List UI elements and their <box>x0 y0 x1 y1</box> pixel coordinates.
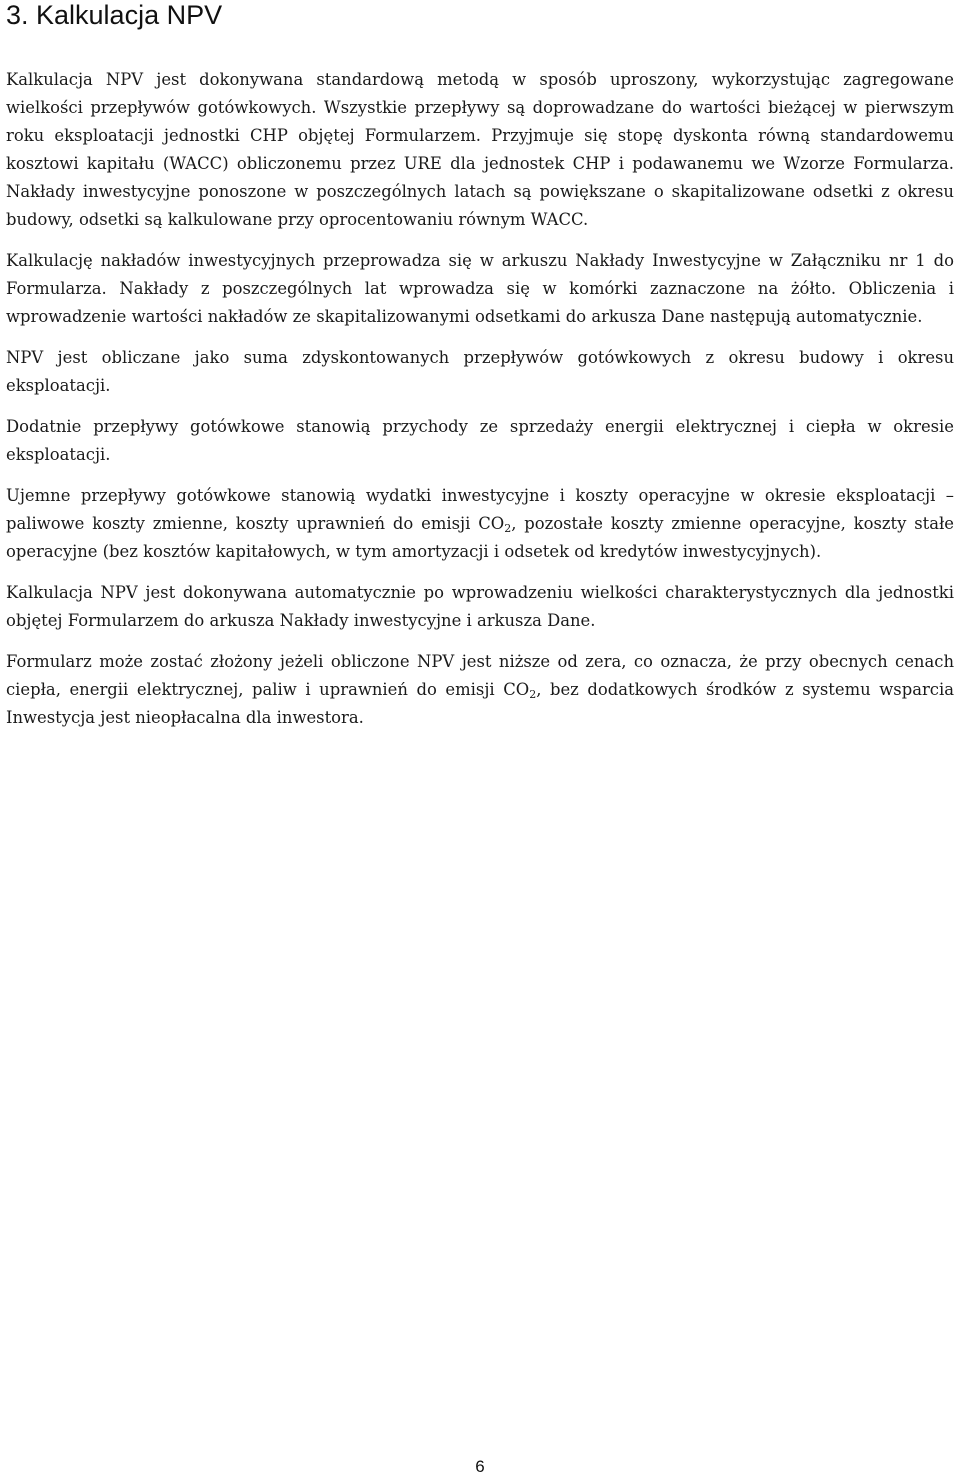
paragraph-negative-cashflows-part2: , pozostałe koszty zmienne operacyjne, koszty stałe operacyjne (bez kosztów kapitałowych, w tym amortyzacji i odsetek od kredytów inwestycyjnych). <box>6 514 954 561</box>
subscript-2: 2 <box>529 688 537 701</box>
paragraph-npv-definition: NPV jest obliczane jako suma zdyskontowanych przepływów gotówkowych z okresu budowy i okresu eksploatacji. <box>6 348 954 395</box>
section-heading: 3. Kalkulacja NPV <box>6 0 223 30</box>
paragraph-form-submission <box>6 648 954 732</box>
page-number: 6 <box>475 1457 485 1476</box>
paragraph-automatic-calculation: Kalkulacja NPV jest dokonywana automatycznie po wprowadzeniu wielkości charakterystycznych dla jednostki objętej Formularzem do arkusza Nakłady inwestycyjne i arkusza Dane. <box>6 583 954 630</box>
subscript-2: 2 <box>504 522 512 535</box>
paragraph-negative-cashflows <box>6 482 954 566</box>
paragraph-positive-cashflows: Dodatnie przepływy gotówkowe stanowią przychody ze sprzedaży energii elektrycznej i ciepła w okresie eksploatacji. <box>6 417 954 464</box>
paragraph-form-submission-part1: Formularz może zostać złożony jeżeli obliczone NPV jest niższe od zera, co oznacza, że przy obecnych cenach ciepła, energii elektrycznej, paliw i uprawnień do emisji CO <box>6 652 954 699</box>
paragraph-negative-cashflows-part1: Ujemne przepływy gotówkowe stanowią wydatki inwestycyjne i koszty operacyjne w okresie eksploatacji – paliwowe koszty zmienne, koszty uprawnień do emisji CO <box>6 486 954 533</box>
paragraph-investment-calculation: Kalkulację nakładów inwestycyjnych przeprowadza się w arkuszu Nakłady Inwestycyjne w Załączniku nr 1 do Formularza. Nakłady z poszczególnych lat wprowadza się w komórki zaznaczone na żółto. Obliczenia i wprowadzenie wartości nakładów ze skapitalizowanymi odsetkami do arkusza Dane następują automatycznie. <box>6 251 954 326</box>
body-text <box>6 66 954 732</box>
paragraph-form-submission-part2: , bez dodatkowych środków z systemu wsparcia Inwestycja jest nieopłacalna dla inwestora. <box>6 680 954 727</box>
paragraph-npv-method: Kalkulacja NPV jest dokonywana standardową metodą w sposób uproszony, wykorzystując zagregowane wielkości przepływów gotówkowych. Wszystkie przepływy są doprowadzane do wartości bieżącej w pierwszym roku eksploatacji jednostki CHP objętej Formularzem. Przyjmuje się stopę dyskonta równą standardowemu kosztowi kapitału (WACC) obliczonemu przez URE dla jednostek CHP i podawanemu we Wzorze Formularza. Nakłady inwestycyjne ponoszone w poszczególnych latach są powiększane o skapitalizowane odsetki z okresu budowy, odsetki są kalkulowane przy oprocentowaniu równym WACC. <box>6 70 954 229</box>
